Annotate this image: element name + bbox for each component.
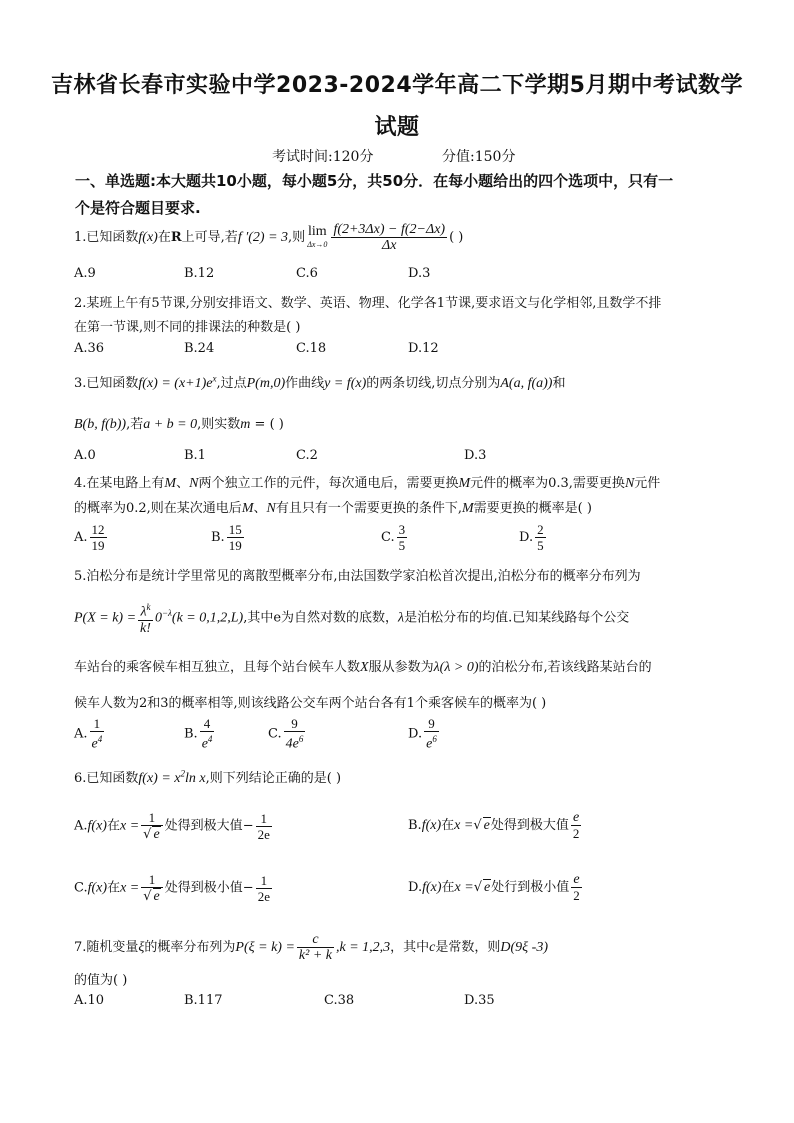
q2-option-a[interactable]: A.36 [74, 341, 105, 356]
q6-function: f(x) = x [138, 771, 181, 786]
q7-text: ，其中 [390, 940, 430, 955]
q4-option-d-den: 5 [537, 538, 544, 553]
q3-condition: a + b = 0 [143, 417, 198, 432]
q2-option-c[interactable]: C.18 [296, 341, 327, 356]
question-4-line2 [74, 497, 592, 517]
q6-option-a-text: 在 [106, 818, 120, 834]
q6-option-b-fx: f(x) [421, 818, 442, 833]
q4-text: 元件的概率为0.3,需要更换 [470, 476, 625, 491]
q7-frac-num: c [297, 932, 334, 948]
q1-answer-paren: ( ) [449, 230, 464, 245]
q3-text: 的两条切线,切点分别为 [366, 376, 501, 391]
q1-option-d[interactable]: D.3 [408, 266, 431, 281]
q4-text: 、 [176, 476, 190, 491]
q6-option-a-label: A. [74, 818, 88, 834]
q7-variance: D(9ξ -3) [500, 940, 548, 955]
q6-option-a-fx: f(x) [87, 818, 107, 834]
q4-text: 的概率为0.2,则在某次通电后 [74, 501, 242, 516]
q4-option-c-num: 3 [398, 522, 406, 537]
q4-element-n: N [189, 476, 199, 491]
q1-text: ,则 [288, 230, 306, 245]
sqrt-icon: √ [143, 827, 152, 842]
q6-text: 6.已知函数 [74, 771, 139, 786]
q4-option-a-den: 19 [91, 538, 105, 553]
q5-option-b-num: 4 [200, 716, 215, 732]
q7-frac-den: k² + k [298, 948, 332, 963]
question-5-line1: 5.泊松分布是统计学里常见的离散型概率分布,由法国数学家泊松首次提出,泊松分布的概率分布列为 [74, 569, 641, 584]
q4-option-d-num: 2 [537, 522, 544, 537]
q5-option-d-label: D. [408, 726, 423, 742]
q5-text: 是泊松分布的均值.已知某线路每个公交 [404, 610, 630, 626]
q7-text: 7.随机变量 [74, 940, 139, 955]
q6-function-ln: ln x [185, 771, 206, 786]
q7-const-c: c [429, 940, 436, 955]
q3-option-c[interactable]: C.2 [296, 448, 318, 463]
section-heading [75, 168, 725, 222]
q5-frac-den: k! [140, 620, 151, 636]
q6-option-c-text: 处得到极小值 [164, 880, 243, 896]
q5-formula-base: 0 [154, 610, 162, 626]
q7-formula-lhs: P(ξ = k) = [235, 940, 295, 955]
q3-text: ,则实数 [197, 417, 241, 432]
question-1 [74, 222, 463, 253]
q6-option-d[interactable] [408, 872, 584, 903]
q6-text: ,则下列结论正确的是( ) [205, 771, 342, 786]
q5-option-d-num: 9 [424, 716, 439, 732]
question-2-line2: 在第一节课,则不同的排课法的种数是( ) [74, 320, 301, 335]
q6-option-c-text: 在 [107, 880, 121, 896]
q4-element-n: N [266, 501, 276, 516]
q4-text: 、 [253, 501, 267, 516]
q4-element-m: M [458, 476, 471, 491]
q6-option-c-sign: − [242, 880, 254, 896]
q3-text: 和 [552, 376, 566, 391]
q5-option-a-label: A. [74, 726, 88, 742]
question-5-line3 [74, 656, 652, 676]
q5-option-c-den: 4e [285, 736, 299, 752]
q6-option-b-text: 处得到极大值 [490, 818, 569, 833]
q4-option-c-label: C. [381, 530, 395, 545]
q6-option-d-text: 在 [441, 880, 455, 895]
q3-option-a[interactable]: A.0 [74, 448, 96, 463]
q1-text: 上可导,若 [181, 230, 238, 245]
q4-option-c[interactable] [381, 522, 409, 553]
q3-text: 3.已知函数 [74, 376, 139, 391]
q5-option-d-den: e [426, 736, 433, 752]
q4-option-d-label: D. [519, 530, 534, 545]
q6-option-d-label: D. [408, 880, 423, 895]
q6-option-a-num: 1 [141, 810, 163, 826]
q3-var-m: m [240, 417, 251, 432]
q5-option-b[interactable] [184, 716, 216, 752]
q3-option-b[interactable]: B.1 [184, 448, 206, 463]
q6-option-b-x: x = [454, 818, 474, 833]
q4-option-b-label: B. [211, 530, 225, 545]
q5-option-c[interactable] [268, 716, 307, 752]
q6-option-b-vnum: e [571, 810, 582, 826]
q7-option-c[interactable]: C.38 [324, 993, 355, 1008]
q3-point-b: B(b, f(b)) [74, 417, 127, 432]
q1-fraction [331, 222, 447, 253]
q4-text: 有且只有一个需要更换的条件下, [275, 501, 462, 516]
q4-option-a-label: A. [74, 530, 88, 545]
q4-text: 4.在某电路上有 [74, 476, 165, 491]
q4-element-m: M [461, 501, 474, 516]
q6-option-c-num: 1 [141, 872, 163, 888]
q3-point-a: A(a, f(a)) [500, 376, 553, 391]
q5-option-b-den: e [201, 736, 208, 752]
q6-option-c-fx: f(x) [87, 880, 108, 896]
q7-text: 是常数，则 [435, 940, 501, 955]
q6-option-a-vden: 2e [257, 826, 270, 842]
q3-text: ,过点 [216, 376, 247, 391]
q5-text: ,其中e为自然对数的底数， [243, 610, 399, 626]
q5-option-c-exp: 6 [298, 734, 304, 744]
q6-option-d-text: 处行到极小值 [491, 880, 570, 895]
q6-option-b[interactable] [408, 810, 583, 841]
q5-formula-exp: −λ [161, 608, 172, 618]
q1-function: f(x) [138, 230, 158, 245]
q5-option-a-den: e [91, 736, 98, 752]
question-5-line4: 候车人数为2和3的概率相等,则该线路公交车两个站台各有1个乘客候车的概率为( ) [74, 696, 547, 711]
section-heading-line2: 个是符合题目要求. [75, 199, 201, 217]
exam-time: 考试时间:120分 [272, 149, 374, 165]
q1-option-a[interactable]: A.9 [74, 266, 96, 281]
q4-element-m: M [164, 476, 177, 491]
q1-lim-text: lim [307, 223, 327, 239]
q4-option-b-num: 15 [228, 522, 242, 537]
q6-option-d-rad: e [484, 880, 491, 895]
q3-function-exp: x [212, 373, 217, 384]
q3-text: 作曲线 [285, 376, 325, 391]
q5-text: 车站台的乘客候车相互独立，且每个站台候车人数 [74, 660, 361, 675]
question-5-line2 [74, 600, 629, 636]
q5-var-x: X [360, 660, 369, 675]
q6-option-d-fx: f(x) [422, 880, 442, 895]
exam-title-line2: 试题 [374, 115, 420, 140]
q6-option-d-x: x = [454, 880, 474, 895]
q5-frac-num-exp: k [146, 602, 151, 612]
question-4-line1 [74, 472, 660, 492]
exam-score: 分值:150分 [442, 149, 516, 165]
q1-lim-sub: Δx→0 [307, 239, 328, 249]
q1-frac-num: f(2+3Δx) − f(2−Δx) [333, 222, 446, 237]
q3-text: ,若 [126, 417, 144, 432]
q6-option-b-text: 在 [441, 818, 455, 833]
q3-point-p: P(m,0) [246, 376, 286, 391]
q4-element-m: M [241, 501, 254, 516]
q4-option-d[interactable] [519, 522, 548, 553]
q6-option-c-vnum: 1 [256, 873, 272, 889]
q6-option-c-rad: e [153, 889, 160, 904]
q3-function: f(x) = (x+1)e [138, 376, 213, 391]
q6-option-c-vden: 2e [257, 888, 270, 904]
q6-option-b-rad: e [483, 818, 490, 833]
q3-option-d[interactable]: D.3 [464, 448, 487, 463]
q4-option-a[interactable] [74, 522, 109, 553]
q3-curve: y = f(x) [324, 376, 367, 391]
q6-option-a-sign: − [242, 818, 254, 834]
q7-text: 的概率分布列为 [144, 940, 236, 955]
q7-option-d[interactable]: D.35 [464, 993, 495, 1008]
q4-option-a-num: 12 [91, 522, 105, 537]
q2-option-d[interactable]: D.12 [408, 341, 439, 356]
q7-var-xi: ξ [138, 940, 145, 955]
q4-element-n: N [624, 476, 635, 491]
q5-option-b-exp: 4 [207, 734, 213, 744]
exam-title-line1: 吉林省长春市实验中学2023-2024学年高二下学期5月期中考试数学 [51, 73, 743, 98]
q4-option-b-den: 19 [228, 538, 242, 553]
q5-option-a-num: 1 [90, 716, 105, 732]
q6-option-a[interactable] [74, 810, 274, 842]
q5-option-b-label: B. [184, 726, 198, 742]
section-heading-line1: 一、单选题:本大题共10小题，每小题5分，共50分．在每小题给出的四个选项中，只有一 [75, 172, 674, 190]
q6-option-a-vnum: 1 [256, 811, 272, 827]
question-3-line2 [74, 413, 284, 433]
q1-text: 在 [157, 230, 171, 245]
q1-real-set: R [170, 230, 182, 245]
question-7-line1 [74, 932, 548, 963]
q6-option-b-vden: 2 [572, 826, 580, 841]
q5-option-d[interactable] [408, 716, 441, 752]
q5-formula-lhs: P(X = k) = [74, 610, 137, 626]
q1-condition: f ′(2) = 3 [237, 230, 289, 245]
q7-option-a[interactable]: A.10 [74, 993, 105, 1008]
q5-frac-num: λ [140, 604, 147, 620]
q7-range: ,k = 1,2,3 [335, 940, 391, 955]
q6-function-exp: 2 [180, 768, 185, 779]
q6-option-c-x: x = [120, 880, 140, 896]
q5-option-c-label: C. [268, 726, 282, 742]
q4-text: 需要更换的概率是( ) [473, 501, 592, 516]
q6-option-c[interactable] [74, 872, 274, 904]
q6-option-d-vnum: e [571, 872, 582, 888]
q5-lambda: λ [398, 610, 405, 626]
q5-param: λ(λ > 0) [433, 660, 479, 675]
question-7-line2: 的值为( ) [74, 973, 128, 988]
q6-option-a-x: x = [119, 818, 140, 834]
sqrt-icon: √ [143, 889, 152, 904]
q6-option-c-label: C. [74, 880, 88, 896]
q1-limit [307, 225, 327, 251]
q4-option-c-den: 5 [398, 538, 406, 553]
q1-frac-den: Δx [382, 238, 397, 253]
q4-text: 两个独立工作的元件，每次通电后，需要更换 [198, 476, 459, 491]
q1-option-c[interactable]: C.6 [296, 266, 318, 281]
q3-answer-paren: = ( ) [254, 417, 284, 432]
q2-option-b[interactable]: B.24 [184, 341, 215, 356]
q4-text: 元件 [634, 476, 661, 491]
question-3-line1 [74, 372, 565, 392]
q6-option-b-label: B. [408, 818, 422, 833]
q5-option-d-exp: 6 [432, 734, 437, 744]
q6-option-d-vden: 2 [573, 888, 580, 903]
q1-option-b[interactable]: B.12 [184, 266, 215, 281]
q4-option-b[interactable] [211, 522, 246, 553]
q5-text: 服从参数为 [368, 660, 434, 675]
question-6 [74, 767, 341, 787]
question-2-line1: 2.某班上午有5节课,分别安排语文、数学、英语、物理、化学各1节课,要求语文与化学相邻,且数学不排 [74, 296, 662, 311]
q1-text-pre: 1.已知函数 [74, 230, 139, 245]
q5-option-a-exp: 4 [97, 734, 103, 744]
sqrt-icon: √ [473, 880, 483, 895]
q5-option-c-num: 9 [284, 716, 306, 732]
q5-formula-range: (k = 0,1,2,L) [171, 610, 244, 626]
q5-option-a[interactable] [74, 716, 106, 752]
sqrt-icon: √ [473, 818, 482, 833]
q5-text: 的泊松分布,若该线路某站台的 [478, 660, 652, 675]
q5-formula-frac [138, 600, 153, 636]
q7-option-b[interactable]: B.117 [184, 993, 223, 1008]
q6-option-a-text: 处得到极大值 [164, 818, 243, 834]
q6-option-a-rad: e [153, 827, 160, 842]
